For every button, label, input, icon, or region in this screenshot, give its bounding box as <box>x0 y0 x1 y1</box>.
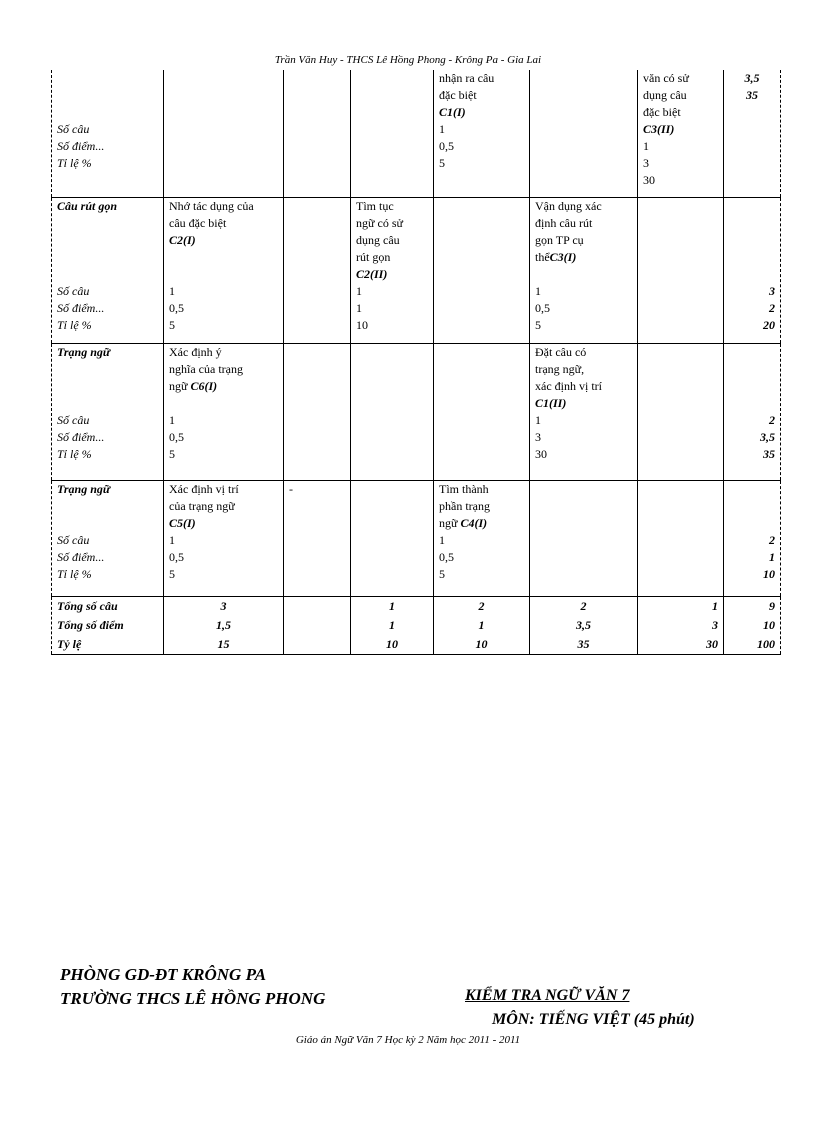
total-value: 3 <box>769 283 775 298</box>
summary-value: 100 <box>757 636 775 651</box>
summary-value: 9 <box>769 598 775 613</box>
summary-value: 10 <box>763 617 775 632</box>
summary-value: 3,5 <box>576 617 591 632</box>
total-cell <box>724 343 781 480</box>
summary-row <box>52 596 781 654</box>
summary-value: 1 <box>389 617 395 632</box>
cell-text: ngữ <box>169 378 188 393</box>
cell <box>351 480 434 596</box>
so-cau-label: Số câu <box>57 283 90 298</box>
table-row <box>52 343 781 480</box>
exam-title: KIỂM TRA NGỮ VĂN 7 <box>465 987 630 1004</box>
cell <box>351 197 434 343</box>
cell <box>434 197 530 343</box>
cell-value: 1 <box>169 412 175 427</box>
row-label-cell <box>52 70 164 197</box>
summary-value: 1 <box>389 598 395 613</box>
cell-value: 5 <box>169 446 175 461</box>
cell-value: 5 <box>439 156 445 170</box>
cell-text: - <box>289 481 293 496</box>
row-title: Trạng ngữ <box>57 344 111 359</box>
summary-cell <box>638 596 724 654</box>
summary-value: 15 <box>217 636 230 651</box>
question-code: C5(I) <box>169 515 196 530</box>
summary-cell <box>530 596 638 654</box>
cell <box>530 480 638 596</box>
cell-value: 0,5 <box>439 139 454 153</box>
summary-value: 2 <box>580 598 587 613</box>
cell <box>638 480 724 596</box>
cell-value: 3 <box>643 156 649 170</box>
total-value: 3,5 <box>744 71 760 85</box>
summary-value: 10 <box>386 636 398 651</box>
summary-value: 2 <box>478 598 485 613</box>
cell-text: văn có sử <box>643 71 689 85</box>
cell-text: rút gọn <box>356 249 391 264</box>
so-cau-label: Số câu <box>57 532 90 547</box>
total-value: 2 <box>769 412 775 427</box>
cell <box>434 343 530 480</box>
exam-subject: MÔN: TIẾNG VIỆT (45 phút) <box>492 1011 695 1028</box>
cell <box>284 70 351 197</box>
cell-value: 1 <box>535 412 541 427</box>
question-code: C4(I) <box>460 515 488 530</box>
cell-value: 0,5 <box>169 549 184 564</box>
total-value: 35 <box>763 446 775 461</box>
total-value: 2 <box>769 532 775 547</box>
question-code: C2(I) <box>169 232 196 247</box>
cell <box>284 480 351 596</box>
total-value: 10 <box>763 566 775 581</box>
summary-value: 35 <box>577 636 590 651</box>
so-diem-label: Số điểm... <box>57 549 105 564</box>
summary-value: 1 <box>478 617 485 632</box>
summary-value: 30 <box>706 636 718 651</box>
so-diem-label: Số điểm... <box>57 429 105 444</box>
school-name: TRƯỜNG THCS LÊ HỒNG PHONG <box>60 989 326 1008</box>
cell-text: nghĩa của trạng <box>169 361 243 376</box>
row-label-cell <box>52 197 164 343</box>
table-row <box>52 480 781 596</box>
cell <box>351 343 434 480</box>
question-code: C1(I) <box>439 105 466 119</box>
cell-text: Vận dụng xác <box>535 198 602 213</box>
summary-cell <box>351 596 434 654</box>
summary-cell <box>164 596 284 654</box>
cell-value: 1 <box>169 283 175 298</box>
cell-value: 10 <box>356 317 368 332</box>
cell-text: gọn TP cụ <box>535 232 584 247</box>
summary-cell <box>434 596 530 654</box>
department-name: PHÒNG GD-ĐT KRÔNG PA <box>60 965 267 984</box>
so-diem-label: Số điểm... <box>57 139 105 153</box>
cell <box>164 480 284 596</box>
cell-value: 0,5 <box>535 300 550 315</box>
cell-text: Xác định vị trí <box>169 481 239 496</box>
cell-text: nhận ra câu <box>439 71 495 85</box>
cell-value: 1 <box>356 300 362 315</box>
cell-value: 0,5 <box>169 300 184 315</box>
total-value: 2 <box>769 300 775 315</box>
ti-le-label: Tỉ lệ % <box>57 566 92 581</box>
cell-value: 1 <box>439 122 445 136</box>
cell-value: 5 <box>535 317 541 332</box>
question-code: C1(II) <box>535 395 567 410</box>
cell-value: 1 <box>356 283 362 298</box>
cell-text: Nhớ tác dụng của <box>169 198 254 213</box>
so-cau-label: Số câu <box>57 412 90 427</box>
summary-cell <box>284 596 351 654</box>
cell <box>164 343 284 480</box>
question-code: C3(II) <box>643 122 675 136</box>
cell <box>530 70 638 197</box>
ratio-label: Tỷ lệ <box>57 636 82 651</box>
cell <box>638 343 724 480</box>
question-code: C3(I) <box>549 249 577 264</box>
so-diem-label: Số điểm... <box>57 300 105 315</box>
cell-text: Tìm tục <box>356 198 394 213</box>
total-cell <box>724 480 781 596</box>
cell <box>164 70 284 197</box>
cell <box>530 343 638 480</box>
cell-text: định câu rút <box>535 215 593 230</box>
test-matrix-table <box>51 70 781 655</box>
summary-value: 3 <box>712 617 718 632</box>
cell-text: Tìm thành <box>439 481 489 496</box>
summary-value: 3 <box>220 598 227 613</box>
ti-le-label: Tỉ lệ % <box>57 317 92 332</box>
total-value: 20 <box>763 317 775 332</box>
cell-value: 5 <box>439 566 445 581</box>
page-header: Trần Văn Huy - THCS Lê Hồng Phong - Krông Pa - Gia Lai <box>274 54 542 66</box>
cell-value: 1 <box>439 532 445 547</box>
cell <box>530 197 638 343</box>
total-cell <box>724 70 781 197</box>
summary-cell <box>724 596 781 654</box>
row-label-cell <box>52 343 164 480</box>
cell-text: phần trạng <box>439 498 490 513</box>
cell-text: câu đặc biệt <box>169 215 227 230</box>
ti-le-label: Tỉ lệ % <box>57 446 92 461</box>
question-code: C2(II) <box>356 266 388 281</box>
table-row <box>52 70 781 197</box>
question-code: C6(I) <box>190 378 218 393</box>
summary-label-cell <box>52 596 164 654</box>
table-row <box>52 197 781 343</box>
cell-value: 1 <box>535 283 541 298</box>
summary-value: 1 <box>712 598 718 613</box>
cell-text: đặc biệt <box>643 105 681 119</box>
row-title: Câu rút gọn <box>57 198 118 213</box>
so-cau-label: Số câu <box>57 122 90 136</box>
total-value: 1 <box>769 549 775 564</box>
ti-le-label: Tỉ lệ % <box>57 156 92 170</box>
cell-text: dụng câu <box>643 88 687 102</box>
total-cell <box>724 197 781 343</box>
cell <box>164 197 284 343</box>
cell <box>434 480 530 596</box>
total-value: 3,5 <box>760 429 775 444</box>
cell-value: 0,5 <box>169 429 184 444</box>
cell <box>638 70 724 197</box>
cell-text: ngữ <box>439 515 458 530</box>
cell-value: 5 <box>169 317 175 332</box>
cell-text: thể <box>535 249 550 264</box>
page-footer: Giáo án Ngữ Văn 7 Học kỳ 2 Năm học 2011 - 2011 <box>295 1034 521 1046</box>
cell-text: Đặt câu có <box>535 344 587 359</box>
summary-value: 10 <box>475 636 488 651</box>
cell <box>284 197 351 343</box>
cell-text: dụng câu <box>356 232 400 247</box>
cell-text: trạng ngữ, <box>535 361 585 376</box>
row-title: Trạng ngữ <box>57 481 111 496</box>
cell-value: 30 <box>535 446 547 461</box>
cell-value: 5 <box>169 566 175 581</box>
cell <box>638 197 724 343</box>
cell-text: xác định vị trí <box>535 378 602 393</box>
cell-value: 30 <box>643 173 655 187</box>
cell-value: 3 <box>535 429 541 444</box>
cell-value: 0,5 <box>439 549 454 564</box>
cell-text: ngữ có sử <box>356 215 404 230</box>
cell <box>434 70 530 197</box>
total-value: 35 <box>746 88 758 102</box>
total-questions-label: Tổng số câu <box>57 598 118 613</box>
cell-text: đặc biệt <box>439 88 477 102</box>
cell-value: 1 <box>643 139 649 153</box>
cell-value: 1 <box>169 532 175 547</box>
row-label-cell <box>52 480 164 596</box>
summary-value: 1,5 <box>216 617 231 632</box>
cell <box>351 70 434 197</box>
cell-text: Xác định ý <box>169 344 222 359</box>
total-points-label: Tổng số điểm <box>57 617 124 632</box>
cell <box>284 343 351 480</box>
cell-text: của trạng ngữ <box>169 498 235 513</box>
